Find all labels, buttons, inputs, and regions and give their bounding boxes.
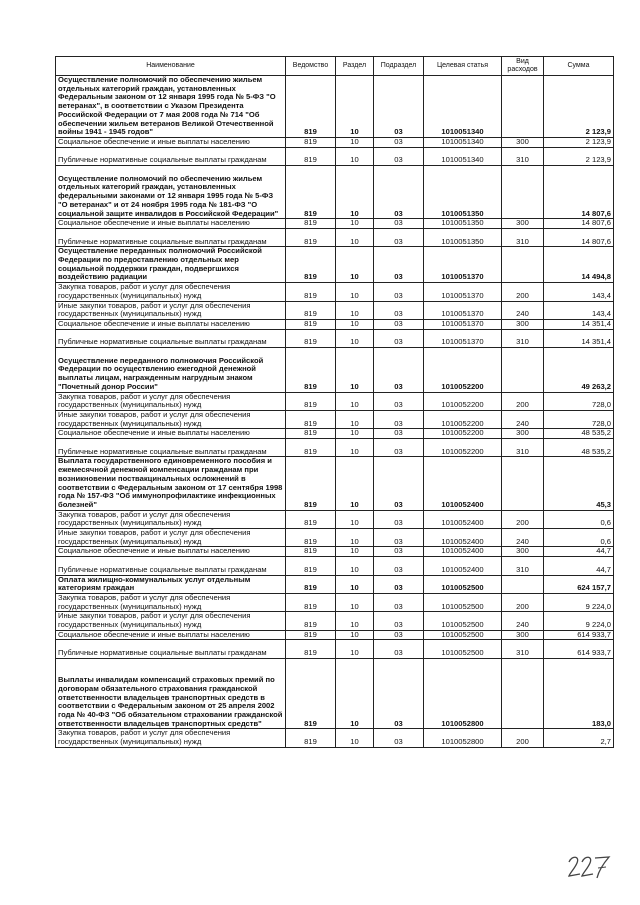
cell-name: Социальное обеспечение и иные выплаты населению bbox=[56, 319, 286, 329]
cell-subsection: 03 bbox=[374, 429, 424, 439]
cell-name: Публичные нормативные социальные выплаты гражданам bbox=[56, 228, 286, 246]
table-row bbox=[56, 439, 614, 457]
cell-kind: 310 bbox=[502, 147, 544, 165]
cell-kind: 240 bbox=[502, 410, 544, 428]
table-row bbox=[56, 76, 614, 138]
table-row bbox=[56, 166, 614, 219]
cell-dept: 819 bbox=[286, 457, 336, 510]
cell-sum: 49 263,2 bbox=[544, 348, 614, 393]
cell-dept: 819 bbox=[286, 301, 336, 319]
header-kind: Вид расходов bbox=[502, 57, 544, 76]
cell-dept: 819 bbox=[286, 166, 336, 219]
cell-section: 10 bbox=[336, 547, 374, 557]
cell-dept: 819 bbox=[286, 529, 336, 547]
cell-kind: 300 bbox=[502, 219, 544, 229]
cell-target: 1010051350 bbox=[424, 219, 502, 229]
cell-dept: 819 bbox=[286, 575, 336, 593]
cell-kind: 240 bbox=[502, 529, 544, 547]
cell-dept: 819 bbox=[286, 658, 336, 729]
cell-sum: 2 123,9 bbox=[544, 76, 614, 138]
cell-sum: 14 494,8 bbox=[544, 247, 614, 283]
cell-target: 1010052200 bbox=[424, 429, 502, 439]
cell-target: 1010051370 bbox=[424, 329, 502, 347]
cell-section: 10 bbox=[336, 729, 374, 747]
table-row bbox=[56, 729, 614, 747]
cell-dept: 819 bbox=[286, 147, 336, 165]
cell-sum: 14 351,4 bbox=[544, 329, 614, 347]
table-row bbox=[56, 348, 614, 393]
cell-name: Закупка товаров, работ и услуг для обеспечения государственных (муниципальных) нужд bbox=[56, 392, 286, 410]
cell-name: Осуществление переданного полномочия Российской Федерации по осуществлению ежегодной денежной выплаты лицам, награжденным нагрудным знаком "Почетный донор России" bbox=[56, 348, 286, 393]
cell-name: Публичные нормативные социальные выплаты гражданам bbox=[56, 147, 286, 165]
cell-kind: 300 bbox=[502, 319, 544, 329]
cell-section: 10 bbox=[336, 630, 374, 640]
cell-subsection: 03 bbox=[374, 319, 424, 329]
cell-target: 1010051370 bbox=[424, 247, 502, 283]
cell-dept: 819 bbox=[286, 429, 336, 439]
cell-name: Выплата государственного единовременного пособия и ежемесячной денежной компенсации гражданам при возникновении поствакцинальных осложнений в соответствии с Федеральным законом от 17 сентября 1998 года № 157-ФЗ "Об иммунопрофилактике инфекционных болезней" bbox=[56, 457, 286, 510]
cell-subsection: 03 bbox=[374, 137, 424, 147]
cell-kind: 240 bbox=[502, 612, 544, 630]
cell-sum: 9 224,0 bbox=[544, 593, 614, 611]
cell-section: 10 bbox=[336, 219, 374, 229]
cell-kind bbox=[502, 166, 544, 219]
cell-name: Публичные нормативные социальные выплаты гражданам bbox=[56, 640, 286, 658]
cell-name: Иные закупки товаров, работ и услуг для обеспечения государственных (муниципальных) нужд bbox=[56, 410, 286, 428]
cell-target: 1010051370 bbox=[424, 283, 502, 301]
cell-target: 1010051340 bbox=[424, 137, 502, 147]
cell-subsection: 03 bbox=[374, 348, 424, 393]
cell-section: 10 bbox=[336, 329, 374, 347]
cell-target: 1010051370 bbox=[424, 319, 502, 329]
cell-name: Иные закупки товаров, работ и услуг для обеспечения государственных (муниципальных) нужд bbox=[56, 301, 286, 319]
cell-sum: 9 224,0 bbox=[544, 612, 614, 630]
cell-sum: 143,4 bbox=[544, 301, 614, 319]
cell-name: Социальное обеспечение и иные выплаты населению bbox=[56, 137, 286, 147]
cell-target: 1010052200 bbox=[424, 439, 502, 457]
cell-section: 10 bbox=[336, 658, 374, 729]
table-row bbox=[56, 557, 614, 575]
table-row bbox=[56, 612, 614, 630]
cell-name: Оплата жилищно-коммунальных услуг отдельным категориям граждан bbox=[56, 575, 286, 593]
cell-dept: 819 bbox=[286, 76, 336, 138]
cell-dept: 819 bbox=[286, 612, 336, 630]
cell-kind: 300 bbox=[502, 547, 544, 557]
cell-subsection: 03 bbox=[374, 658, 424, 729]
cell-kind: 310 bbox=[502, 439, 544, 457]
cell-name: Осуществление полномочий по обеспечению жильем отдельных категорий граждан, установленных Федеральным законом от 12 января 1995 года № 5-ФЗ "О ветеранах", в соответствии с Указом Президента Российской Федерации от 7 мая 2008 года № 714 "Об обеспечении жильем ветеранов Великой Отечественной войны 1941 - 1945 годов" bbox=[56, 76, 286, 138]
table-row bbox=[56, 301, 614, 319]
table-row bbox=[56, 658, 614, 729]
cell-subsection: 03 bbox=[374, 392, 424, 410]
cell-kind: 310 bbox=[502, 557, 544, 575]
handwritten-page-number bbox=[566, 853, 612, 879]
cell-section: 10 bbox=[336, 593, 374, 611]
cell-target: 1010052400 bbox=[424, 547, 502, 557]
cell-section: 10 bbox=[336, 640, 374, 658]
cell-section: 10 bbox=[336, 429, 374, 439]
cell-kind: 200 bbox=[502, 729, 544, 747]
cell-dept: 819 bbox=[286, 319, 336, 329]
header-section: Раздел bbox=[336, 57, 374, 76]
cell-subsection: 03 bbox=[374, 612, 424, 630]
cell-name: Закупка товаров, работ и услуг для обеспечения государственных (муниципальных) нужд bbox=[56, 729, 286, 747]
cell-sum: 48 535,2 bbox=[544, 439, 614, 457]
cell-name: Выплаты инвалидам компенсаций страховых премий по договорам обязательного страхования гражданской ответственности владельцев транспортных средств в соответствии с Федеральным законом от 25 апреля 2002 года № 40-ФЗ "Об обязательном страховании гражданской ответственности владельцев транспортных средств" bbox=[56, 658, 286, 729]
cell-dept: 819 bbox=[286, 137, 336, 147]
cell-target: 1010051350 bbox=[424, 228, 502, 246]
cell-kind bbox=[502, 247, 544, 283]
cell-kind: 200 bbox=[502, 392, 544, 410]
cell-dept: 819 bbox=[286, 439, 336, 457]
cell-dept: 819 bbox=[286, 392, 336, 410]
cell-subsection: 03 bbox=[374, 439, 424, 457]
cell-sum: 2,7 bbox=[544, 729, 614, 747]
cell-kind bbox=[502, 575, 544, 593]
cell-subsection: 03 bbox=[374, 219, 424, 229]
table-row bbox=[56, 640, 614, 658]
cell-target: 1010052500 bbox=[424, 575, 502, 593]
cell-section: 10 bbox=[336, 137, 374, 147]
cell-section: 10 bbox=[336, 147, 374, 165]
cell-dept: 819 bbox=[286, 593, 336, 611]
table-row bbox=[56, 228, 614, 246]
cell-name: Иные закупки товаров, работ и услуг для обеспечения государственных (муниципальных) нужд bbox=[56, 612, 286, 630]
cell-name: Осуществление переданных полномочий Российской Федерации по предоставлению отдельных мер социальной поддержки граждан, подвергшихся воздействию радиации bbox=[56, 247, 286, 283]
cell-target: 1010052500 bbox=[424, 630, 502, 640]
cell-section: 10 bbox=[336, 348, 374, 393]
cell-subsection: 03 bbox=[374, 593, 424, 611]
cell-kind: 240 bbox=[502, 301, 544, 319]
cell-target: 1010051350 bbox=[424, 166, 502, 219]
cell-name: Социальное обеспечение и иные выплаты населению bbox=[56, 630, 286, 640]
cell-kind: 300 bbox=[502, 630, 544, 640]
cell-section: 10 bbox=[336, 557, 374, 575]
cell-sum: 14 351,4 bbox=[544, 319, 614, 329]
cell-name: Публичные нормативные социальные выплаты гражданам bbox=[56, 439, 286, 457]
cell-sum: 14 807,6 bbox=[544, 219, 614, 229]
table-row bbox=[56, 575, 614, 593]
header-target: Целевая статья bbox=[424, 57, 502, 76]
table-row bbox=[56, 630, 614, 640]
header-dept: Ведомство bbox=[286, 57, 336, 76]
cell-target: 1010052400 bbox=[424, 510, 502, 528]
cell-target: 1010052200 bbox=[424, 348, 502, 393]
table-row bbox=[56, 593, 614, 611]
cell-subsection: 03 bbox=[374, 557, 424, 575]
cell-name: Социальное обеспечение и иные выплаты населению bbox=[56, 547, 286, 557]
cell-name: Закупка товаров, работ и услуг для обеспечения государственных (муниципальных) нужд bbox=[56, 593, 286, 611]
table-row bbox=[56, 137, 614, 147]
cell-dept: 819 bbox=[286, 547, 336, 557]
cell-subsection: 03 bbox=[374, 529, 424, 547]
cell-sum: 45,3 bbox=[544, 457, 614, 510]
table-row bbox=[56, 457, 614, 510]
cell-target: 1010052500 bbox=[424, 612, 502, 630]
cell-kind: 310 bbox=[502, 640, 544, 658]
cell-subsection: 03 bbox=[374, 575, 424, 593]
cell-section: 10 bbox=[336, 392, 374, 410]
cell-dept: 819 bbox=[286, 729, 336, 747]
cell-dept: 819 bbox=[286, 228, 336, 246]
cell-name: Закупка товаров, работ и услуг для обеспечения государственных (муниципальных) нужд bbox=[56, 283, 286, 301]
cell-target: 1010052800 bbox=[424, 658, 502, 729]
cell-sum: 614 933,7 bbox=[544, 630, 614, 640]
table-row bbox=[56, 429, 614, 439]
cell-sum: 44,7 bbox=[544, 557, 614, 575]
cell-section: 10 bbox=[336, 228, 374, 246]
cell-target: 1010052200 bbox=[424, 392, 502, 410]
cell-subsection: 03 bbox=[374, 76, 424, 138]
cell-sum: 728,0 bbox=[544, 410, 614, 428]
cell-section: 10 bbox=[336, 283, 374, 301]
cell-dept: 819 bbox=[286, 557, 336, 575]
cell-name: Социальное обеспечение и иные выплаты населению bbox=[56, 429, 286, 439]
table-row bbox=[56, 247, 614, 283]
header-subsection: Подраздел bbox=[374, 57, 424, 76]
table-row bbox=[56, 410, 614, 428]
cell-target: 1010052800 bbox=[424, 729, 502, 747]
cell-kind: 310 bbox=[502, 228, 544, 246]
cell-kind: 200 bbox=[502, 593, 544, 611]
cell-sum: 614 933,7 bbox=[544, 640, 614, 658]
cell-subsection: 03 bbox=[374, 228, 424, 246]
cell-target: 1010052400 bbox=[424, 557, 502, 575]
cell-kind bbox=[502, 76, 544, 138]
table-row bbox=[56, 219, 614, 229]
cell-section: 10 bbox=[336, 575, 374, 593]
cell-sum: 14 807,6 bbox=[544, 228, 614, 246]
cell-kind: 200 bbox=[502, 283, 544, 301]
cell-target: 1010051340 bbox=[424, 76, 502, 138]
cell-subsection: 03 bbox=[374, 729, 424, 747]
cell-section: 10 bbox=[336, 301, 374, 319]
cell-sum: 0,6 bbox=[544, 510, 614, 528]
cell-section: 10 bbox=[336, 166, 374, 219]
cell-sum: 728,0 bbox=[544, 392, 614, 410]
cell-kind bbox=[502, 658, 544, 729]
cell-section: 10 bbox=[336, 76, 374, 138]
cell-dept: 819 bbox=[286, 630, 336, 640]
cell-name: Социальное обеспечение и иные выплаты населению bbox=[56, 219, 286, 229]
cell-subsection: 03 bbox=[374, 457, 424, 510]
header-sum: Сумма bbox=[544, 57, 614, 76]
table-row bbox=[56, 529, 614, 547]
cell-kind: 200 bbox=[502, 510, 544, 528]
cell-sum: 44,7 bbox=[544, 547, 614, 557]
cell-subsection: 03 bbox=[374, 630, 424, 640]
cell-subsection: 03 bbox=[374, 301, 424, 319]
cell-section: 10 bbox=[336, 247, 374, 283]
cell-subsection: 03 bbox=[374, 510, 424, 528]
cell-target: 1010051370 bbox=[424, 301, 502, 319]
cell-section: 10 bbox=[336, 510, 374, 528]
table-row bbox=[56, 392, 614, 410]
table-row bbox=[56, 319, 614, 329]
cell-kind bbox=[502, 348, 544, 393]
cell-subsection: 03 bbox=[374, 547, 424, 557]
table-row bbox=[56, 147, 614, 165]
table-header-row bbox=[56, 57, 614, 76]
header-name: Наименование bbox=[56, 57, 286, 76]
table-row bbox=[56, 547, 614, 557]
cell-sum: 624 157,7 bbox=[544, 575, 614, 593]
cell-target: 1010052500 bbox=[424, 640, 502, 658]
cell-kind: 300 bbox=[502, 137, 544, 147]
cell-name: Осуществление полномочий по обеспечению жильем отдельных категорий граждан, установленных федеральными законами от 12 января 1995 года № 5-ФЗ "О ветеранах" и от 24 ноября 1995 года № 181-ФЗ "О социальной защите инвалидов в Российской Федерации" bbox=[56, 166, 286, 219]
cell-sum: 183,0 bbox=[544, 658, 614, 729]
cell-subsection: 03 bbox=[374, 640, 424, 658]
cell-dept: 819 bbox=[286, 329, 336, 347]
cell-kind: 300 bbox=[502, 429, 544, 439]
cell-dept: 819 bbox=[286, 510, 336, 528]
cell-section: 10 bbox=[336, 319, 374, 329]
cell-dept: 819 bbox=[286, 348, 336, 393]
cell-name: Публичные нормативные социальные выплаты гражданам bbox=[56, 557, 286, 575]
cell-sum: 0,6 bbox=[544, 529, 614, 547]
cell-section: 10 bbox=[336, 612, 374, 630]
cell-subsection: 03 bbox=[374, 166, 424, 219]
cell-subsection: 03 bbox=[374, 410, 424, 428]
budget-table bbox=[55, 56, 614, 748]
cell-name: Закупка товаров, работ и услуг для обеспечения государственных (муниципальных) нужд bbox=[56, 510, 286, 528]
cell-subsection: 03 bbox=[374, 283, 424, 301]
table-row bbox=[56, 283, 614, 301]
cell-kind bbox=[502, 457, 544, 510]
cell-dept: 819 bbox=[286, 219, 336, 229]
cell-section: 10 bbox=[336, 457, 374, 510]
cell-name: Иные закупки товаров, работ и услуг для обеспечения государственных (муниципальных) нужд bbox=[56, 529, 286, 547]
cell-target: 1010052400 bbox=[424, 529, 502, 547]
cell-dept: 819 bbox=[286, 283, 336, 301]
cell-dept: 819 bbox=[286, 640, 336, 658]
cell-target: 1010051340 bbox=[424, 147, 502, 165]
cell-subsection: 03 bbox=[374, 329, 424, 347]
cell-section: 10 bbox=[336, 439, 374, 457]
cell-section: 10 bbox=[336, 410, 374, 428]
cell-kind: 310 bbox=[502, 329, 544, 347]
table-row bbox=[56, 510, 614, 528]
cell-subsection: 03 bbox=[374, 147, 424, 165]
cell-sum: 48 535,2 bbox=[544, 429, 614, 439]
cell-sum: 2 123,9 bbox=[544, 147, 614, 165]
cell-target: 1010052500 bbox=[424, 593, 502, 611]
cell-name: Публичные нормативные социальные выплаты гражданам bbox=[56, 329, 286, 347]
cell-target: 1010052200 bbox=[424, 410, 502, 428]
cell-sum: 2 123,9 bbox=[544, 137, 614, 147]
cell-subsection: 03 bbox=[374, 247, 424, 283]
cell-target: 1010052400 bbox=[424, 457, 502, 510]
table-row bbox=[56, 329, 614, 347]
cell-sum: 14 807,6 bbox=[544, 166, 614, 219]
cell-dept: 819 bbox=[286, 410, 336, 428]
cell-sum: 143,4 bbox=[544, 283, 614, 301]
cell-dept: 819 bbox=[286, 247, 336, 283]
cell-section: 10 bbox=[336, 529, 374, 547]
